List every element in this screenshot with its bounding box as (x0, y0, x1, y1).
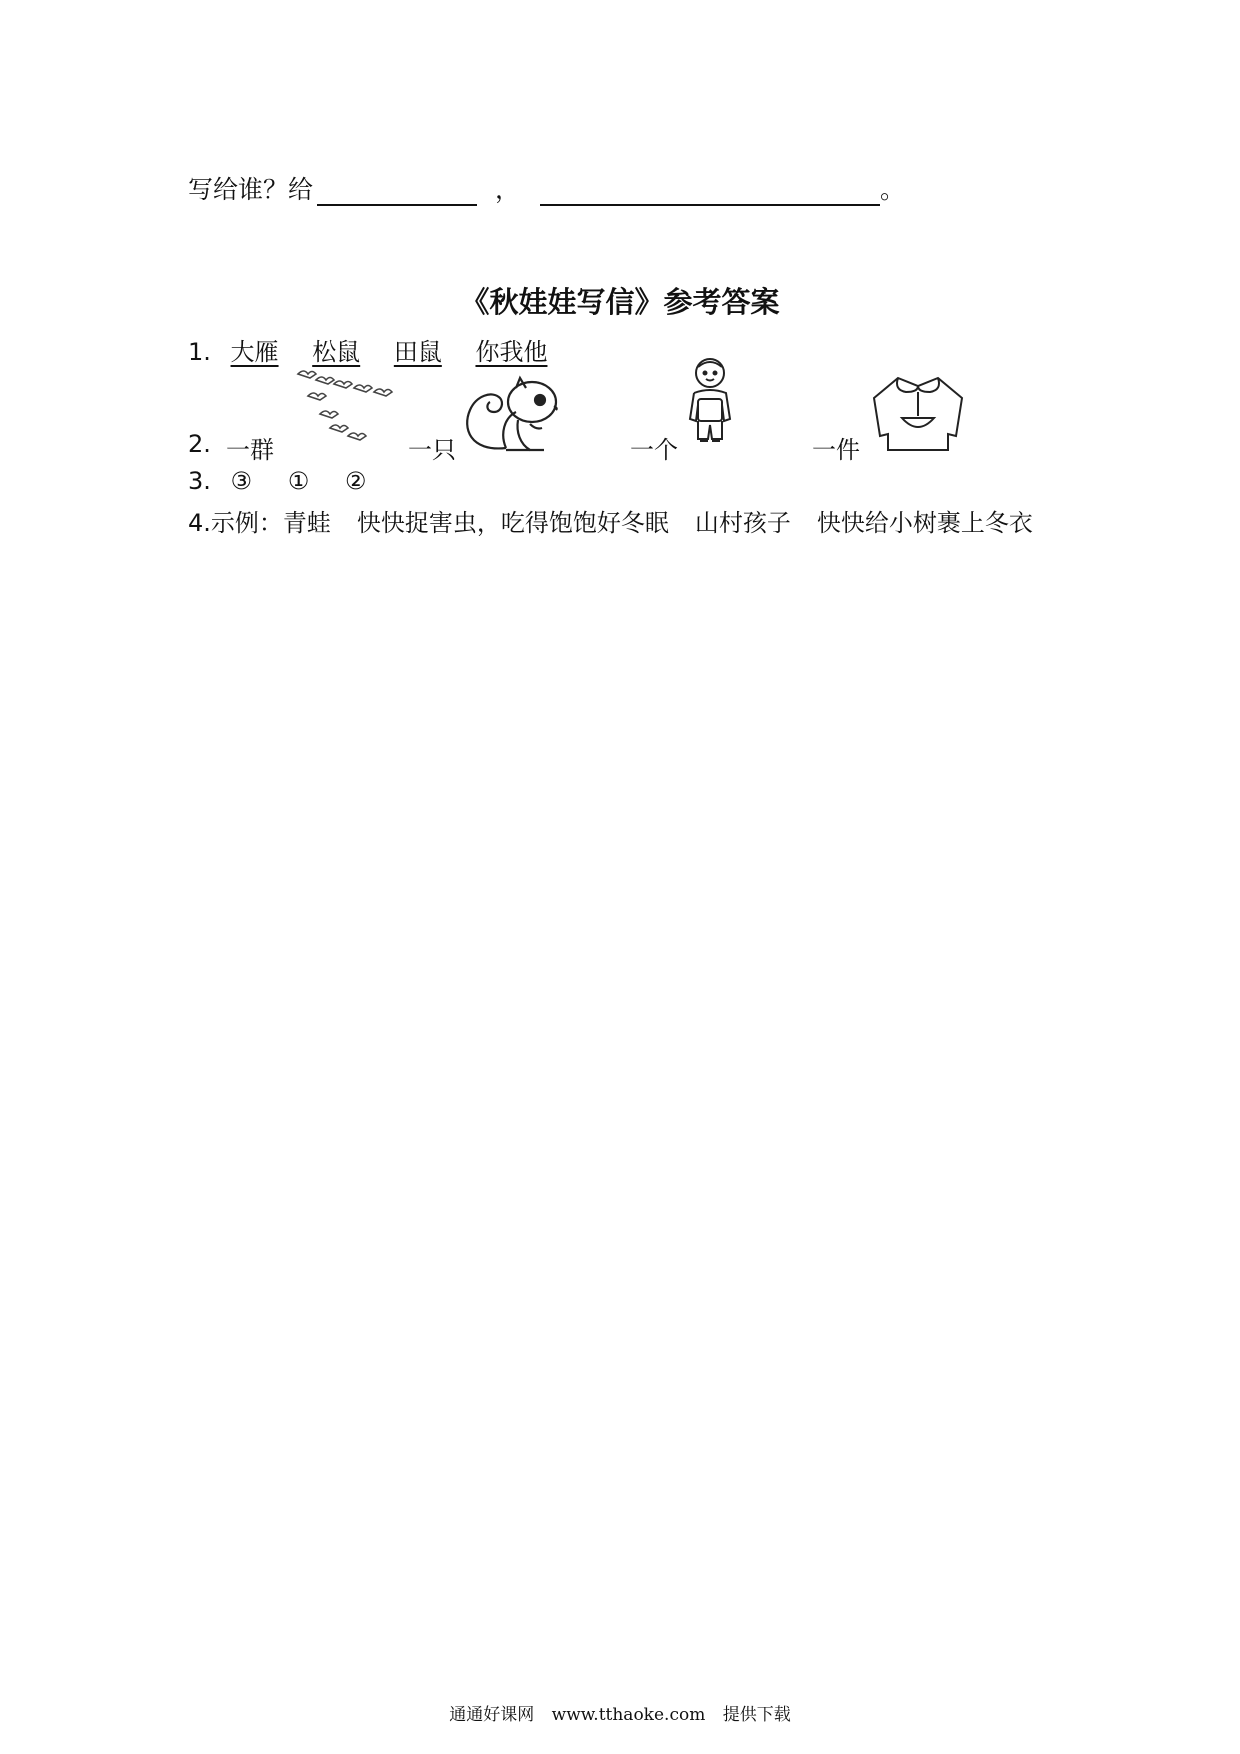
geese-flock-icon (290, 362, 410, 452)
answer-2-item-3: 一个 (630, 436, 678, 464)
answer-3-choice-2: ① (287, 467, 310, 495)
answer-2-item-4: 一件 (812, 436, 860, 464)
page-footer (0, 1700, 1240, 1725)
jacket-icon (868, 372, 968, 454)
footer-suffix: 提供下载 (722, 1705, 791, 1725)
answer-1-word-2: 松鼠 (312, 338, 361, 366)
answer-4-part-1: 青蛙 (282, 509, 331, 537)
answer-4-part-2: 快快捉害虫，吃得饱饱好冬眠 (356, 509, 669, 537)
answer-1-word-1: 大雁 (230, 338, 279, 366)
footer-url[interactable]: www.tthaoke.com (551, 1705, 706, 1725)
answer-3-choice-1: ③ (230, 467, 253, 495)
answer-4-prefix: 4.示例： (188, 509, 283, 537)
answer-key-title: 《秋娃娃写信》参考答案 (460, 285, 780, 319)
answer-2-item-1: 一群 (226, 436, 274, 464)
answer-blank-1[interactable] (317, 174, 477, 206)
answer-4 (188, 503, 1033, 538)
answer-2-item-2: 一只 (408, 436, 456, 464)
answer-2-number: 2. (188, 430, 211, 458)
footer-site-name: 通通好课网 (449, 1705, 535, 1725)
answer-1-word-4: 你我他 (475, 338, 548, 366)
question-period: 。 (880, 175, 906, 204)
answer-4-part-4: 快快给小树裹上冬衣 (816, 509, 1033, 537)
question-line (188, 166, 905, 206)
answer-1-number: 1. (188, 338, 211, 366)
answer-3-number: 3. (188, 467, 211, 495)
question-prompt: 写给谁？给 (188, 175, 314, 204)
answer-3 (188, 467, 394, 495)
answer-blank-2[interactable] (540, 174, 880, 206)
answer-4-part-3: 山村孩子 (694, 509, 791, 537)
answer-1-word-3: 田鼠 (393, 338, 442, 366)
squirrel-icon (460, 368, 565, 458)
child-icon (676, 355, 746, 451)
answer-3-choice-3: ② (344, 467, 367, 495)
question-comma: ， (495, 175, 521, 204)
